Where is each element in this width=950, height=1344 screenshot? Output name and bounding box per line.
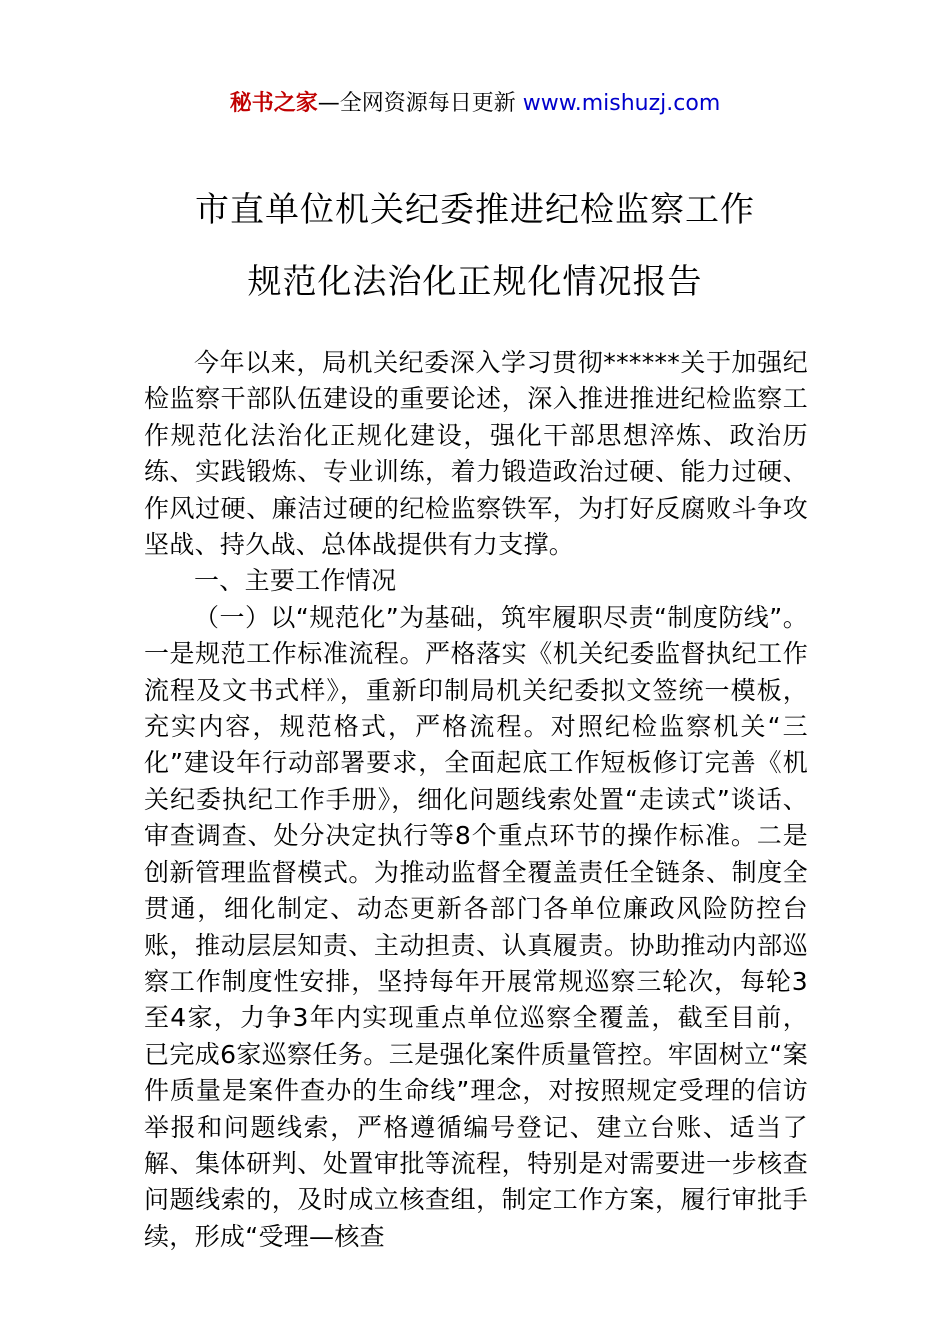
- document-title-line-1: 市直单位机关纪委推进纪检监察工作: [195, 190, 755, 230]
- intro-paragraph: 今年以来，局机关纪委深入学习贯彻******关于加强纪检监察干部队伍建设的重要论述，深入推进推进纪检监察工作规范化法治化正规化建设，强化干部思想淬炼、政治历练、实践锻炼、专业训练，着力锻造政治过硬、能力过硬、作风过硬、廉洁过硬的纪检监察铁军，为打好反腐败斗争攻坚战、持久战、总体战提供有力支撑。: [144, 348, 808, 560]
- document-title-line-2: 规范化法治化正规化情况报告: [247, 262, 703, 302]
- site-url-link[interactable]: www.mishuzj.com: [522, 91, 721, 116]
- body-paragraph: （一）以“规范化”为基础，筑牢履职尽责“制度防线”。一是规范工作标准流程。严格落实《机关纪委监督执纪工作流程及文书式样》，重新印制局机关纪委拟文签统一模板，充实内容，规范格式，严格流程。对照纪检监察机关“三化”建设年行动部署要求，全面起底工作短板修订完善《机关纪委执纪工作手册》，细化问题线索处置“走读式”谈话、审查调查、处分决定执行等8个重点环节的操作标准。二是创新管理监督模式。为推动监督全覆盖责任全链条、制度全贯通，细化制定、动态更新各部门各单位廉政风险防控台账，推动层层知责、主动担责、认真履责。协助推动内部巡察工作制度性安排，坚持每年开展常规巡察三轮次，每轮3至4家，力争3年内实现重点单位巡察全覆盖，截至目前，已完成6家巡察任务。三是强化案件质量管控。牢固树立“案件质量是案件查办的生命线”理念，对按照规定受理的信访举报和问题线索，严格遵循编号登记、建立台账、适当了解、集体研判、处置审批等流程，特别是对需要进一步核查问题线索的，及时成立核查组，制定工作方案，履行审批手续，形成“受理—核查: [144, 602, 808, 1251]
- document-body: [144, 345, 808, 1255]
- header-slogan: —全网资源每日更新: [317, 91, 523, 116]
- brand-name: 秘书之家: [229, 91, 318, 116]
- section-heading: 一、主要工作情况: [194, 566, 397, 596]
- site-header: [0, 88, 950, 120]
